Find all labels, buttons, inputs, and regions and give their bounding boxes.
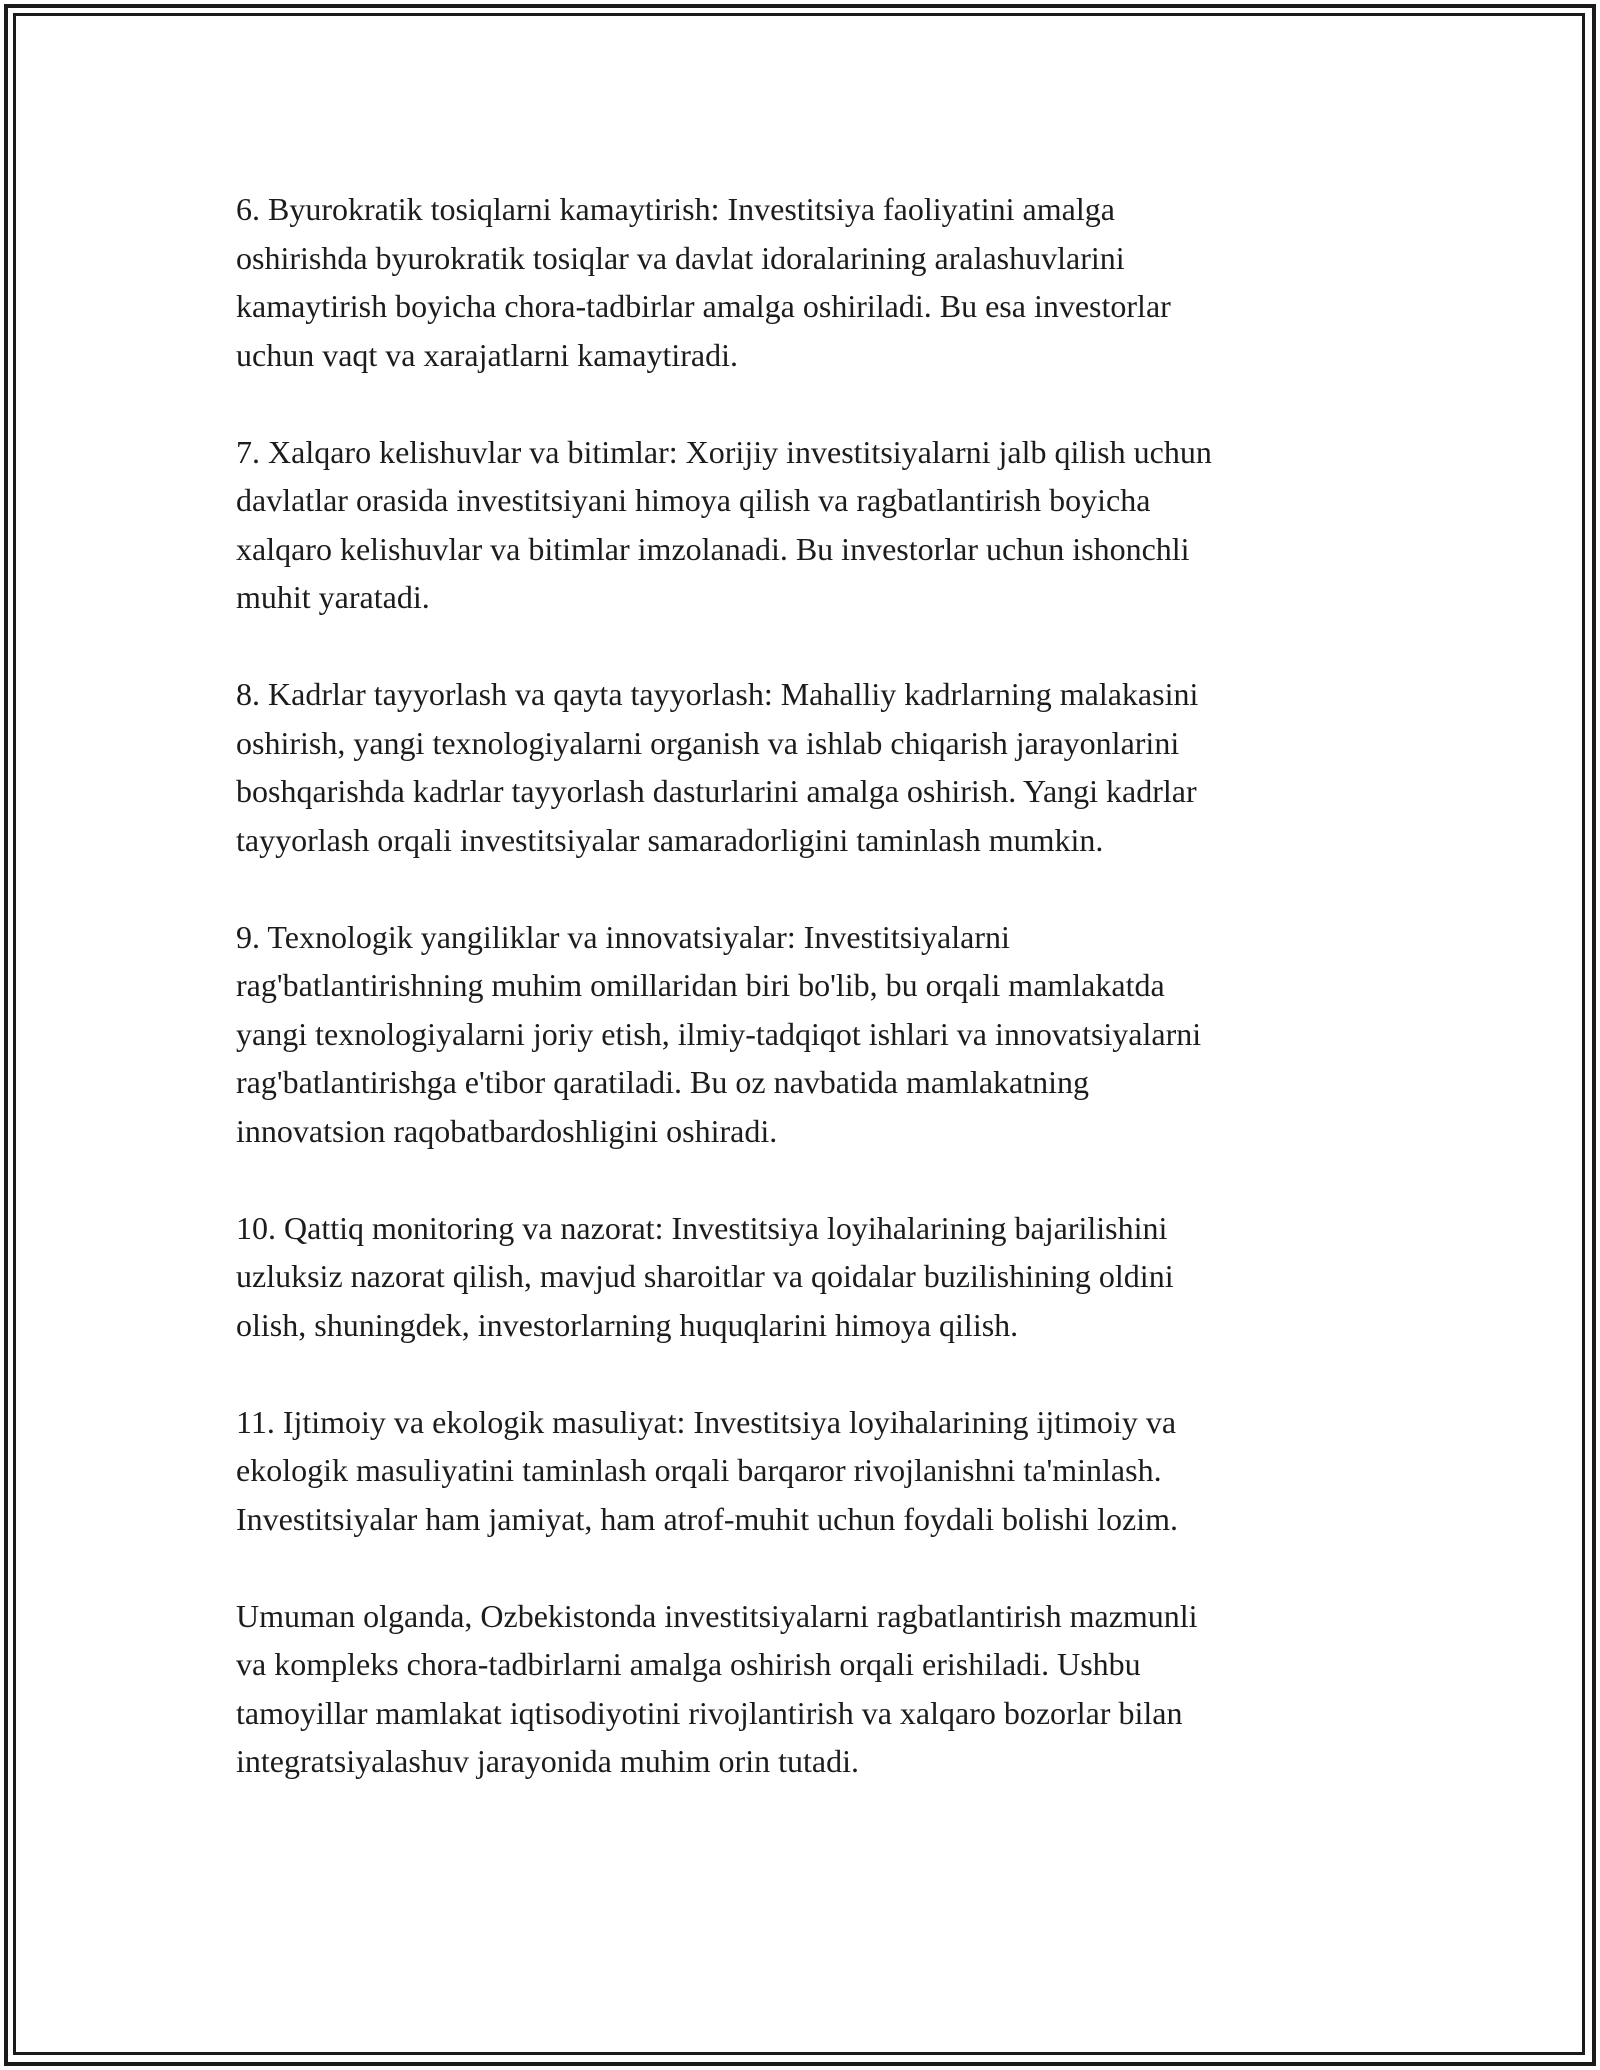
paragraph-item-6: 6. Byurokratik tosiqlarni kamaytirish: Investitsiya faoliyatini amalga oshirishda byurokratik tosiqlar va davlat idoralarining aralashuvlarini kamaytirish boyicha chora-tadbirlar amalga oshiriladi. Bu esa investorlar uchun vaqt va xarajatlarni kamaytiradi. [236,191,1171,373]
document-body [236,185,1376,1834]
paragraph-item-7: 7. Xalqaro kelishuvlar va bitimlar: Xorijiy investitsiyalarni jalb qilish uchun davlatlar orasida investitsiyani himoya qilish va ragbatlantirish boyicha xalqaro kelishuvlar va bitimlar imzolanadi. Bu investorlar uchun ishonchli muhit yaratadi. [236,433,1212,615]
paragraph-conclusion: Umuman olganda, Ozbekistonda investitsiyalarni ragbatlantirish mazmunli va kompleks chora-tadbirlarni amalga oshirish orqali erishiladi. Ushbu tamoyillar mamlakat iqtisodiyotini rivojlantirish va xalqaro bozorlar bilan integratsiyalashuv jarayonida muhim orin tutadi. [236,1597,1198,1779]
paragraph-item-11: 11. Ijtimoiy va ekologik masuliyat: Investitsiya loyihalarining ijtimoiy va ekologik masuliyatini taminlash orqali barqaror rivojlanishni ta'minlash. Investitsiyalar ham jamiyat, ham atrof-muhit uchun foydali bolishi lozim. [236,1403,1179,1537]
paragraph-item-10: 10. Qattiq monitoring va nazorat: Investitsiya loyihalarining bajarilishini uzluksiz nazorat qilish, mavjud sharoitlar va qoidalar buzilishining oldini olish, shuningdek, investorlarning huquqlarini himoya qilish. [236,1209,1174,1343]
paragraph-item-8: 8. Kadrlar tayyorlash va qayta tayyorlash: Mahalliy kadrlarning malakasini oshirish, yangi texnologiyalarni organish va ishlab chiqarish jarayonlarini boshqarishda kadrlar tayyorlash dasturlarini amalga oshirish. Yangi kadrlar tayyorlash orqali investitsiyalar samaradorligini taminlash mumkin. [236,676,1199,858]
paragraph-item-9: 9. Texnologik yangiliklar va innovatsiyalar: Investitsiyalarni rag'batlantirishning muhim omillaridan biri bo'lib, bu orqali mamlakatda yangi texnologiyalarni joriy etish, ilmiy-tadqiqot ishlari va innovatsiyalarni rag'batlantirishga e'tibor qaratiladi. Bu oz navbatida mamlakatning innovatsion raqobatbardoshligini oshiradi. [236,918,1202,1149]
